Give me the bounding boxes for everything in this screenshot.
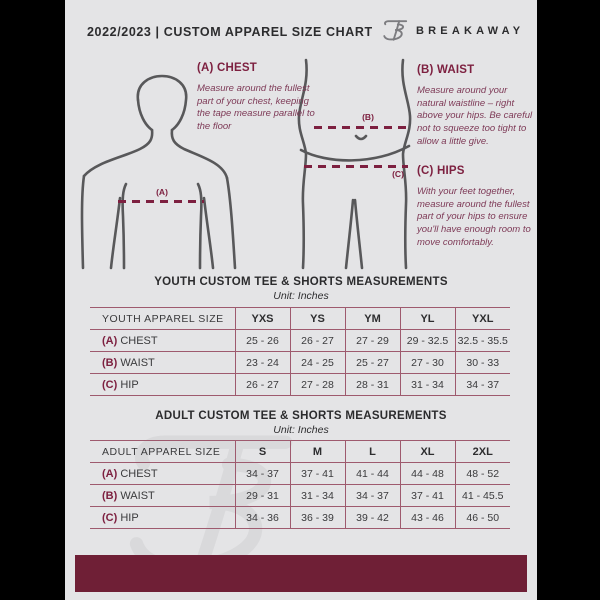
size-value-cell: 31 - 34 — [290, 485, 345, 507]
measurement-row-key: (B) — [102, 489, 118, 502]
size-column-header: 2XL — [455, 441, 510, 463]
size-value-cell: 48 - 52 — [455, 463, 510, 485]
measurement-row — [90, 330, 510, 352]
size-value-cell: 23 - 24 — [235, 352, 290, 374]
hips-instruction-heading: (C) HIPS — [417, 165, 465, 177]
size-column-header: YS — [290, 308, 345, 330]
size-value-cell: 44 - 48 — [400, 463, 455, 485]
size-value-cell: 25 - 27 — [345, 352, 400, 374]
size-value-cell: 29 - 32.5 — [400, 330, 455, 352]
hips-instruction-body: With your feet together, measure around the fullest part of your hips to ensure you'll have enough room to move comfortably. — [417, 186, 531, 248]
size-column-header: XL — [400, 441, 455, 463]
size-value-cell: 46 - 50 — [455, 507, 510, 529]
hip-measure-line — [304, 165, 408, 168]
size-value-cell: 43 - 46 — [400, 507, 455, 529]
chest-line-label: (A) — [156, 187, 168, 197]
size-value-cell: 26 - 27 — [235, 374, 290, 396]
size-column-header: YL — [400, 308, 455, 330]
waist-instruction-body: Measure around your natural waistline – right above your hips. Be careful not to squeeze too tight to allow a little give. — [417, 85, 533, 147]
size-table-label-header: YOUTH APPAREL SIZE — [102, 312, 224, 325]
size-value-cell: 27 - 29 — [345, 330, 400, 352]
adult-unit-label: Unit: Inches — [273, 424, 329, 436]
page-title: 2022/2023 | CUSTOM APPAREL SIZE CHART — [87, 25, 373, 39]
size-value-cell: 28 - 31 — [345, 374, 400, 396]
adult-header-row — [90, 441, 510, 463]
waist-measure-line — [314, 126, 406, 129]
measurement-row-key: (C) — [102, 378, 118, 391]
size-value-cell: 25 - 26 — [235, 330, 290, 352]
waist-instruction — [417, 64, 533, 149]
measurement-row-label: (B) WAIST — [102, 489, 155, 502]
measurement-row — [90, 463, 510, 485]
measurement-row-key: (A) — [102, 467, 118, 480]
breakaway-logo-icon — [381, 16, 409, 44]
hips-instruction — [417, 165, 539, 250]
belly-button-mark — [356, 136, 366, 139]
size-column-header: L — [345, 441, 400, 463]
chest-measure-line — [118, 200, 204, 203]
measurement-row-key: (B) — [102, 356, 118, 369]
measurement-row — [90, 485, 510, 507]
size-value-cell: 34 - 37 — [455, 374, 510, 396]
adult-size-table — [90, 440, 510, 529]
size-value-cell: 24 - 25 — [290, 352, 345, 374]
size-value-cell: 37 - 41 — [290, 463, 345, 485]
measurement-row — [90, 352, 510, 374]
measurement-row-label: (C) HIP — [102, 378, 139, 391]
youth-header-row — [90, 308, 510, 330]
size-value-cell: 36 - 39 — [290, 507, 345, 529]
measurement-row-label: (B) WAIST — [102, 356, 155, 369]
measurement-row — [90, 374, 510, 396]
youth-size-table — [90, 307, 510, 396]
size-value-cell: 41 - 44 — [345, 463, 400, 485]
size-column-header: YXL — [455, 308, 510, 330]
size-value-cell: 41 - 45.5 — [455, 485, 510, 507]
youth-unit-label: Unit: Inches — [273, 290, 329, 302]
size-value-cell: 27 - 28 — [290, 374, 345, 396]
chest-instruction-body: Measure around the fullest part of your chest, keeping the tape measure parallel to the floor — [197, 83, 315, 133]
size-value-cell: 30 - 33 — [455, 352, 510, 374]
chest-instruction-heading: (A) CHEST — [197, 62, 257, 74]
measurement-row-label: (C) HIP — [102, 511, 139, 524]
size-value-cell: 34 - 37 — [345, 485, 400, 507]
size-column-header: M — [290, 441, 345, 463]
hips-line-label: (C) — [392, 169, 404, 179]
size-column-header: S — [235, 441, 290, 463]
size-value-cell: 39 - 42 — [345, 507, 400, 529]
measurement-row-key: (A) — [102, 334, 118, 347]
brand-name: BREAKAWAY — [416, 25, 525, 37]
size-value-cell: 31 - 34 — [400, 374, 455, 396]
measurement-row-label: (A) CHEST — [102, 334, 158, 347]
size-value-cell: 29 - 31 — [235, 485, 290, 507]
measurement-row — [90, 507, 510, 529]
size-column-header: YXS — [235, 308, 290, 330]
waist-instruction-heading: (B) WAIST — [417, 64, 475, 76]
chest-instruction — [197, 62, 323, 134]
size-value-cell: 27 - 30 — [400, 352, 455, 374]
size-value-cell: 32.5 - 35.5 — [455, 330, 510, 352]
size-table-label-header: ADULT APPAREL SIZE — [102, 445, 221, 458]
size-value-cell: 26 - 27 — [290, 330, 345, 352]
size-value-cell: 37 - 41 — [400, 485, 455, 507]
footer-accent-bar — [75, 555, 527, 592]
size-value-cell: 34 - 36 — [235, 507, 290, 529]
size-chart-document — [65, 0, 537, 600]
adult-section-title: ADULT CUSTOM TEE & SHORTS MEASUREMENTS — [155, 410, 447, 422]
waist-line-label: (B) — [362, 112, 374, 122]
measurement-row-label: (A) CHEST — [102, 467, 158, 480]
hip-contour-line — [301, 146, 409, 160]
size-value-cell: 34 - 37 — [235, 463, 290, 485]
youth-section-title: YOUTH CUSTOM TEE & SHORTS MEASUREMENTS — [154, 276, 448, 288]
size-column-header: YM — [345, 308, 400, 330]
measurement-row-key: (C) — [102, 511, 118, 524]
